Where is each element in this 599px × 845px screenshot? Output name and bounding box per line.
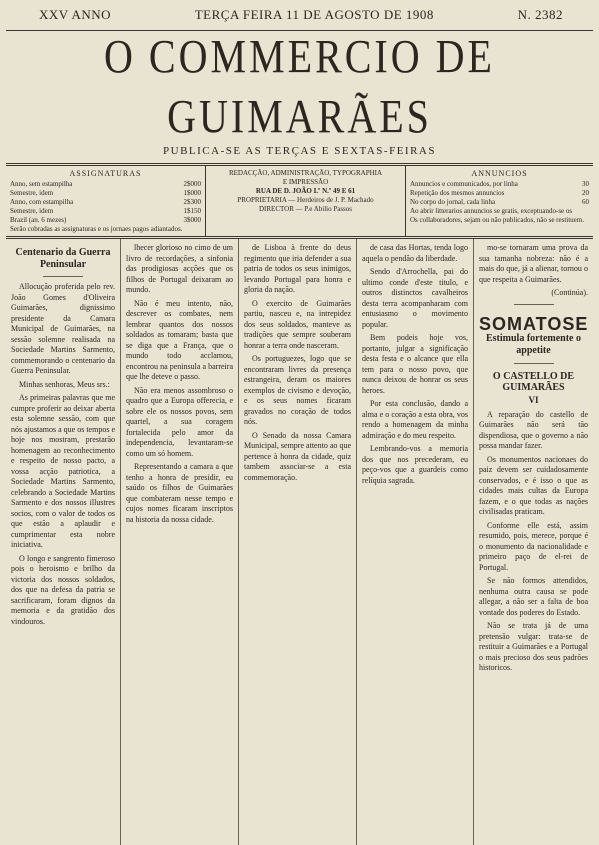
subscription-label: Anno, com estampilha (10, 198, 74, 206)
subscription-label: Anno, sem estampilha (10, 180, 73, 188)
subscription-price: 2$000 (183, 180, 201, 188)
column-2 (121, 239, 239, 845)
office-box (206, 166, 406, 236)
info-bar (6, 166, 593, 236)
section-rule (514, 304, 554, 305)
paragraph: O Senado da nossa Camara Municipal, sempre attento ao que pertence à honra da cidade, quiz tambem associar-se a esta commemoração. (244, 430, 351, 482)
paragraph: Por esta conclusão, dando a alma e o coração a esta obra, vos rendo a homenagem da minha admiração e do meu respeito. (362, 399, 468, 440)
subscription-row (10, 216, 201, 225)
subscription-price: 2$300 (183, 198, 201, 206)
subscription-label: Semestre, idem (10, 207, 54, 215)
somatose-ad-subtitle: Estimula fortemente o appetite (486, 333, 581, 356)
office-director: DIRECTOR — P.e Abilio Passos (258, 205, 353, 213)
year-label: XXV ANNO (39, 7, 112, 22)
paragraph: Não é meu intento, não, descrever os combates, nem lembrar quantos dos nossos soldados as tomaram; basta que se diga que a França, que o mundo todo acclamou, encontrou na peninsula a barreira que lhe deteve o passo. (126, 298, 233, 381)
column-1 (6, 239, 121, 845)
subscription-label: Semestre, idem (10, 189, 54, 197)
section-rule (514, 363, 554, 364)
subscription-label: Brazil (an. 6 mezes) (10, 216, 67, 224)
ad-rate-label: No corpo do jornal, cada linha (410, 198, 496, 206)
paragraph: Lembrando-vos a memoria dos que nos precederam, eu peço-vos que a guardeis como relíquia sagrada. (362, 444, 468, 485)
ad-rate-row (410, 189, 589, 198)
ad-rate-row (410, 198, 589, 207)
paragraph: Se não formos attendidos, nenhuma outra causa se pode allegar, a não ser a falta de boa vontade dos poderes do Estado. (479, 576, 588, 617)
subscriptions-heading: ASSIGNATURAS (69, 169, 142, 178)
paragraph: Não era menos assombroso o quadro que a Europa offerecia, e sobre ele os nossos povos, sem quartel, a sua coragem fortalecida pelo amor da independencia, levantaram-se como um só homem. (126, 385, 233, 458)
office-line2: E IMPRESSÃO (282, 178, 329, 186)
paragraph: Allocução proferida pelo rev. João Gomes d'Oliveira Guimarães, dignissimo presidente da Camara Municipal de Guimarães, na sessão solemne realisada na Sociedade Martins Sarmento, commemorando o centenario da Guerra Peninsular. (11, 282, 115, 375)
paragraph: O longo e sangrento fimeroso pois o heroismo e brilho da victoria dos nossos soldados, dos que na defesa da patria se sacrificaram, foram dignos da memoria e da gratidão dos vindouros. (11, 553, 115, 626)
office-address: RUA DE D. JOÃO I.º N.º 49 E 61 (255, 187, 356, 195)
article-columns (6, 239, 593, 845)
ad-note: Os collaboradores, sejam ou não publicados, não se restituem. (410, 216, 584, 224)
subscription-price: 1$000 (183, 189, 201, 197)
ad-rate-price: 30 (582, 180, 589, 188)
paragraph: Bem podeis hoje vos, portanto, julgar a significação desta festa e o alcance que ella tem para o nosso povo, que nunca deixou de honrar os seus heroes. (362, 333, 468, 395)
subscription-row (10, 207, 201, 216)
ad-rate-label: Annuncios e communicados, por linha (410, 180, 518, 188)
subscription-row (10, 189, 201, 198)
paragraph: Os portuguezes, logo que se encontraram livres da presença estrangeira, deram os maiores exemplos de civismo e devoção, e os seus nomes ficaram gravados no coração de todos nós. (244, 354, 351, 426)
paragraph: Representando a camara a que tenho a honra de presidir, eu saúdo os filhos de Guimarães que combateram nesse tempo e cujos nomes ficaram inscriptos na historia da nossa cidade. (126, 462, 233, 524)
paragraph: de casa das Hortas, tenda logo aquela o pendão da liberdade. (362, 243, 468, 263)
paragraph: lhecer glorioso no cimo de um livro de recordações, a sinfonia das prodigiosas acções que os filhos de Portugal deixaram ao mundo. (126, 243, 233, 294)
castle-article-title: O CASTELLO DE GUIMARÃES (492, 371, 575, 393)
article-heading: Centenario da Guerra Peninsular (15, 247, 111, 270)
castle-article-number: VI (528, 395, 539, 405)
subscription-row (10, 180, 201, 189)
paragraph: O exercito de Guimarães partiu, nasceu e, na intrepidez dos seus soldados, manteve as tradições que sempre souberam honrar a terra onde nasceram. (244, 298, 351, 350)
paragraph: As primeiras palavras que me cumpre proferir ao deixar aberta esta solemne sessão, com que nós ajustamos a que os tempos e hoje nos mostram, prestarão homenagem ao reconhecimento e respeito de nosso pacto, a vossa acção patriotica, a Sociedade Martins Sarmento, celebrando a Sociedade Martins Sarmento e dos nossos illustres socios, com o valor de todos os que estão a aplaudir e cumprimentar esta nobre iniciativa. (11, 393, 115, 549)
ad-rate-row (410, 180, 589, 189)
column-3 (239, 239, 357, 845)
paragraph: Minhas senhoras, Meus srs.: (19, 379, 110, 389)
masthead-title: O COMMERCIO DE GUIMARÃES (104, 29, 495, 144)
subscription-row (10, 198, 201, 207)
paragraph: A reparação do castello de Guimarães não será tão dispendiosa, que o governo a não possa mandar fazer. (479, 409, 588, 450)
paragraph: mo-se tornaram uma prova da sua tamanha nobreza: não é a mais do que, já a alienar, tornou o que respeita a Guimarães. (479, 243, 588, 284)
dateline-row (6, 0, 593, 30)
continue-note: (Continúa). (551, 288, 588, 297)
issue-number: N. 2382 (517, 7, 563, 22)
column-5 (474, 239, 593, 845)
ad-rate-label: Repetição dos mesmos annuncios (410, 189, 505, 197)
paragraph: Sendo d'Arrochella, pai do ultimo conde d'este titulo, e outros distinctos cavalheiros desta terra acompanharam com entusiasmo o movimento popular. (362, 267, 468, 329)
masthead-subtitle: PUBLICA-SE AS TERÇAS E SEXTAS-FEIRAS (163, 145, 436, 157)
subscription-price: 3$000 (183, 216, 201, 224)
ad-rate-price: 20 (582, 189, 589, 197)
paragraph: Não se trata já de uma pretensão vulgar: trata-se de restituir a Guimarães e a Portugal o mais precioso dos seus padrões historicos. (479, 621, 588, 672)
paragraph: de Lisboa à frente do deus regimento que iria defender a sua patria de todos os seus inimigos, levando Portugal para honra e gloria da nação. (244, 243, 351, 294)
subscriptions-box (6, 166, 206, 236)
office-owner: PROPRIETARIA — Herdeiros de J. P. Machado (237, 196, 374, 204)
paragraph: Conforme elle está, assim resumido, pois, merece, porque é o monumento da nacionalidade e primeiro paço de el-rei de Portugal. (479, 520, 588, 572)
subscription-price: 1$150 (183, 207, 201, 215)
office-line1: REDACÇÃO, ADMINISTRAÇÃO, TYPOGRAPHIA (228, 169, 383, 177)
ads-heading: ANNUNCIOS (471, 169, 528, 178)
paragraph: Os monumentos nacionaes do paiz devem ser cuidadosamente conservados, e é isso o que as cidades mais cultas da Europa fazem, e o que todas as nações civilisadas praticam. (479, 454, 588, 516)
heading-rule (43, 276, 83, 277)
ad-note: Ao abrir litterarios annuncios se gratis, exceptuando-se os (410, 207, 573, 215)
ads-box (406, 166, 593, 236)
subscription-footnote: Serão cobradas as assignaturas e os jornaes pagos adiantados. (10, 225, 183, 233)
column-4 (357, 239, 474, 845)
ad-rate-price: 60 (582, 198, 589, 206)
somatose-ad-title: SOMATOSE (479, 313, 589, 334)
date-label: TERÇA FEIRA 11 DE AGOSTO DE 1908 (194, 7, 434, 22)
